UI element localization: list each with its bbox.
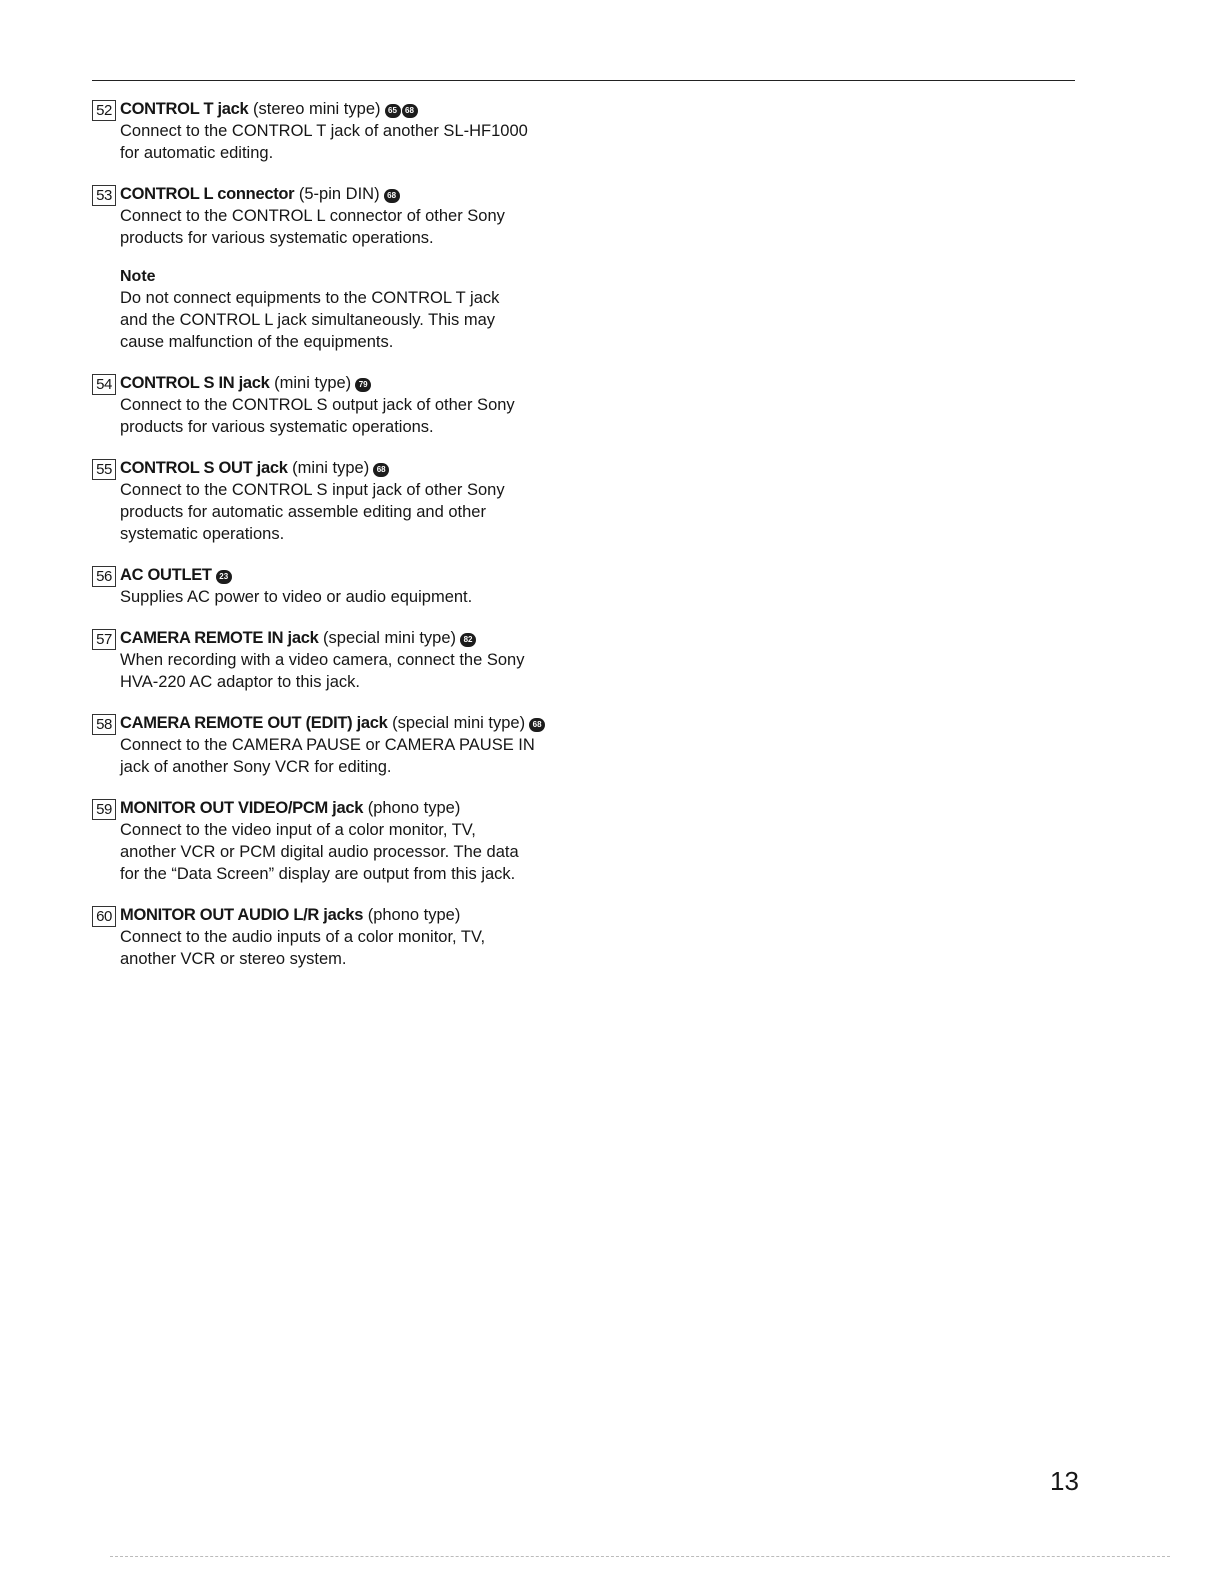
item-name: CONTROL L connector bbox=[120, 185, 295, 203]
item-number-box: 53 bbox=[92, 185, 116, 206]
item-heading bbox=[120, 904, 652, 926]
item-heading bbox=[120, 457, 652, 479]
item-list bbox=[92, 98, 652, 989]
item-number-box: 56 bbox=[92, 566, 116, 587]
item-description-line: products for automatic assemble editing and other bbox=[120, 503, 486, 521]
item-60 bbox=[92, 904, 652, 970]
note-text-line: cause malfunction of the equipments. bbox=[120, 333, 394, 351]
item-spec: (phono type) bbox=[367, 906, 461, 924]
item-description-line: products for various systematic operations. bbox=[120, 229, 434, 247]
item-spec: (special mini type) bbox=[392, 714, 526, 732]
item-name: AC OUTLET bbox=[120, 566, 212, 584]
page-number: 13 bbox=[1050, 1466, 1079, 1496]
page-reference-badge: 68 bbox=[529, 718, 545, 732]
item-heading bbox=[120, 183, 652, 205]
item-description-line: Connect to the CAMERA PAUSE or CAMERA PAUSE IN bbox=[120, 736, 535, 754]
item-heading bbox=[120, 627, 652, 649]
item-description-line: Connect to the audio inputs of a color monitor, TV, bbox=[120, 928, 486, 946]
item-description-line: systematic operations. bbox=[120, 525, 285, 543]
note-text-line: and the CONTROL L jack simultaneously. This may bbox=[120, 311, 496, 329]
item-description-line: jack of another Sony VCR for editing. bbox=[120, 758, 392, 776]
note-block bbox=[120, 266, 652, 353]
item-description-line: for the “Data Screen” display are output from this jack. bbox=[120, 865, 516, 883]
item-number-box: 57 bbox=[92, 629, 116, 650]
item-53 bbox=[92, 183, 652, 353]
item-heading bbox=[120, 564, 652, 586]
item-description-line: Connect to the video input of a color monitor, TV, bbox=[120, 821, 476, 839]
page-reference-group bbox=[529, 714, 546, 732]
page-reference-group bbox=[460, 629, 477, 647]
page-reference-badge: 82 bbox=[460, 633, 476, 647]
item-number-box: 59 bbox=[92, 799, 116, 820]
page-reference-badge: 68 bbox=[384, 189, 400, 203]
page-reference-badge: 68 bbox=[373, 463, 389, 477]
item-heading bbox=[120, 98, 652, 120]
item-description-line: for automatic editing. bbox=[120, 144, 274, 162]
item-description-line: Supplies AC power to video or audio equipment. bbox=[120, 588, 473, 606]
item-spec: (5-pin DIN) bbox=[298, 185, 380, 203]
item-spec: (mini type) bbox=[292, 459, 370, 477]
item-description-line: Connect to the CONTROL S input jack of other Sony bbox=[120, 481, 505, 499]
item-name: CONTROL T jack bbox=[120, 100, 249, 118]
item-55 bbox=[92, 457, 652, 545]
item-58 bbox=[92, 712, 652, 778]
item-54 bbox=[92, 372, 652, 438]
item-description-line: Connect to the CONTROL T jack of another SL-HF1000 bbox=[120, 122, 528, 140]
bottom-scan-edge bbox=[110, 1556, 1170, 1557]
page-reference-badge: 79 bbox=[355, 378, 371, 392]
item-59 bbox=[92, 797, 652, 885]
page-reference-group bbox=[216, 566, 233, 584]
item-spec: (phono type) bbox=[367, 799, 461, 817]
item-description-line: When recording with a video camera, connect the Sony bbox=[120, 651, 525, 669]
page-reference-badge: 23 bbox=[216, 570, 232, 584]
top-rule bbox=[92, 80, 1075, 81]
note-label: Note bbox=[120, 268, 156, 285]
item-heading bbox=[120, 712, 652, 734]
item-56 bbox=[92, 564, 652, 608]
item-spec: (mini type) bbox=[274, 374, 352, 392]
item-description-line: Connect to the CONTROL L connector of other Sony bbox=[120, 207, 505, 225]
item-number-box: 60 bbox=[92, 906, 116, 927]
item-name: CAMERA REMOTE IN jack bbox=[120, 629, 319, 647]
page-reference-badge: 68 bbox=[402, 104, 418, 118]
item-name: CONTROL S IN jack bbox=[120, 374, 270, 392]
item-spec: (stereo mini type) bbox=[253, 100, 381, 118]
page-reference-group bbox=[355, 374, 372, 392]
item-name: MONITOR OUT AUDIO L/R jacks bbox=[120, 906, 364, 924]
item-number-box: 58 bbox=[92, 714, 116, 735]
item-name: MONITOR OUT VIDEO/PCM jack bbox=[120, 799, 364, 817]
item-heading bbox=[120, 372, 652, 394]
item-heading bbox=[120, 797, 652, 819]
page-reference-group bbox=[373, 459, 390, 477]
item-52 bbox=[92, 98, 652, 164]
item-description-line: products for various systematic operations. bbox=[120, 418, 434, 436]
page-reference-badge: 65 bbox=[385, 104, 401, 118]
item-spec: (special mini type) bbox=[323, 629, 457, 647]
item-description-line: another VCR or PCM digital audio processor. The data bbox=[120, 843, 519, 861]
item-number-box: 52 bbox=[92, 100, 116, 121]
item-description-line: another VCR or stereo system. bbox=[120, 950, 347, 968]
item-number-box: 54 bbox=[92, 374, 116, 395]
item-name: CONTROL S OUT jack bbox=[120, 459, 288, 477]
page-reference-group bbox=[385, 100, 419, 118]
page-reference-group bbox=[384, 185, 401, 203]
item-description-line: Connect to the CONTROL S output jack of other Sony bbox=[120, 396, 515, 414]
item-description-line: HVA-220 AC adaptor to this jack. bbox=[120, 673, 360, 691]
item-name: CAMERA REMOTE OUT (EDIT) jack bbox=[120, 714, 388, 732]
item-number-box: 55 bbox=[92, 459, 116, 480]
item-57 bbox=[92, 627, 652, 693]
note-text-line: Do not connect equipments to the CONTROL T jack bbox=[120, 289, 500, 307]
